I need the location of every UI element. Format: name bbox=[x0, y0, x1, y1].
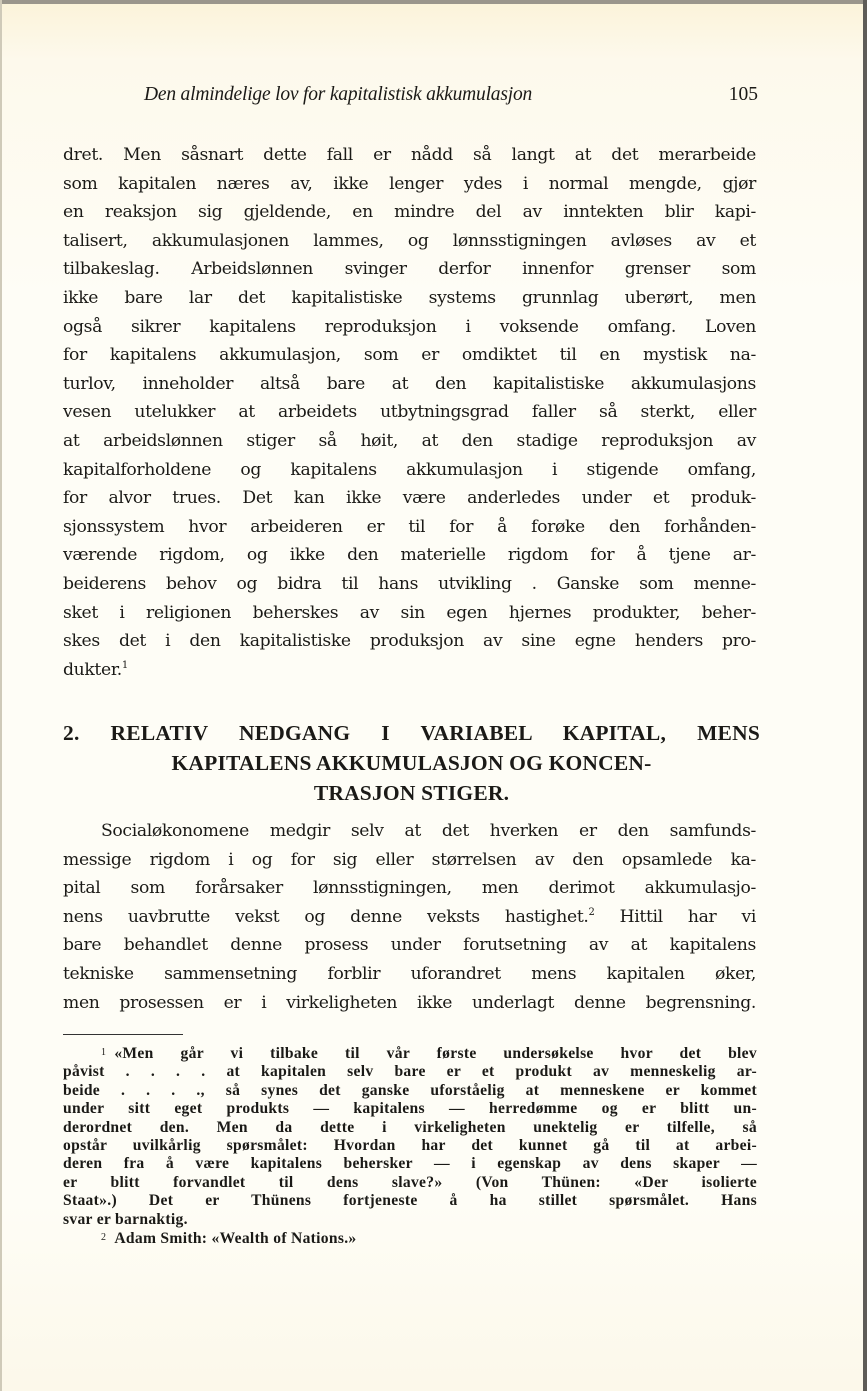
text-line: tekniske sammensetning forblir uforandret mens kapitalen øker, bbox=[63, 963, 756, 984]
heading-line-3: TRASJON STIGER. bbox=[313, 781, 510, 805]
footnote-1-line: Staat».) Det er Thünens fortjeneste å ha stillet spørsmålet. Hans bbox=[63, 1192, 757, 1210]
page-top-edge bbox=[0, 0, 867, 4]
footnote-ref-2[interactable]: 2 bbox=[588, 906, 595, 918]
text-line: messige rigdom i og for sig eller størrelsen av den opsamlede ka- bbox=[63, 849, 756, 870]
text-line: beiderens behov og bidra til hans utvikling . Ganske som menne- bbox=[63, 573, 756, 594]
heading-line-1: 2. RELATIV NEDGANG I VARIABEL KAPITAL, MENS bbox=[63, 721, 760, 745]
text-line: for kapitalens akkumulasjon, som er omdiktet til en mystisk na- bbox=[63, 345, 756, 366]
section-heading bbox=[63, 718, 760, 808]
text-line: skes det i den kapitalistiske produksjon av sine egne henders pro- bbox=[63, 631, 756, 652]
text-segment: nens uavbrutte vekst og denne veksts hastighet. bbox=[63, 906, 589, 927]
footnote-divider bbox=[63, 1034, 183, 1035]
text-line: turlov, inneholder altså bare at den kapitalistiske akkumulasjons bbox=[63, 373, 756, 394]
text-line: en reaksjon sig gjeldende, en mindre del av inntekten blir kapi- bbox=[63, 202, 756, 223]
text-line-last bbox=[63, 656, 756, 685]
footnote-1-mark: 1 bbox=[101, 1047, 107, 1058]
text-line: bare behandlet denne prosess under forutsetning av at kapitalens bbox=[63, 935, 756, 956]
text-line: Socialøkonomene medgir selv at det hverken er den samfunds- bbox=[101, 821, 756, 841]
text-line: tilbakeslag. Arbeidslønnen svinger derfor innenfor grenser som bbox=[63, 259, 756, 280]
text-line: talisert, akkumulasjonen lammes, og lønnsstigningen avløses av et bbox=[63, 230, 756, 251]
text-line: sjonssystem hvor arbeideren er til for å forøke den forhånden- bbox=[63, 516, 756, 537]
last-line-text: dukter. bbox=[63, 659, 122, 680]
footnote-1-line: derordnet den. Men da dette i virkeligheten unektelig er tilfelle, så bbox=[63, 1118, 757, 1136]
text-segment: Hittil har vi bbox=[594, 906, 756, 927]
footnote-1-line: opstår uvilkårlig spørsmålet: Hvordan har det kunnet gå til at arbei- bbox=[63, 1137, 757, 1155]
page-number: 105 bbox=[728, 84, 758, 105]
footnote-1-line: under sitt eget produkts — kapitalens — herredømme og er blitt un- bbox=[63, 1100, 757, 1118]
text-line: for alvor trues. Det kan ikke være anderledes under et produk- bbox=[63, 488, 756, 509]
page-left-edge bbox=[0, 0, 2, 1391]
text-line bbox=[63, 903, 756, 932]
text-line: ikke bare lar det kapitalistiske systems grunnlag uberørt, men bbox=[63, 287, 756, 308]
footnote-2-mark: 2 bbox=[101, 1232, 107, 1244]
text-line: vesen utelukker at arbeidets utbytningsgrad faller så sterkt, eller bbox=[63, 402, 756, 423]
text-line: også sikrer kapitalens reproduksjon i voksende omfang. Loven bbox=[63, 316, 756, 337]
page-right-edge bbox=[863, 0, 867, 1391]
text-line: sket i religionen beherskes av sin egen hjernes produkter, beher- bbox=[63, 602, 756, 623]
footnote-2-text: Adam Smith: «Wealth of Nations.» bbox=[114, 1230, 357, 1248]
text-line: pital som forårsaker lønnsstigningen, men derimot akkumulasjo- bbox=[63, 878, 756, 899]
footnote-1-line: beide . . . ., så synes det ganske uforståelig at menneskene er kommet bbox=[63, 1081, 757, 1099]
running-title: Den almindelige lov for kapitalistisk akkumulasjon bbox=[144, 84, 533, 105]
footnote-1-line: er blitt forvandlet til dens slave?» (Von Thünen: «Der isolierte bbox=[63, 1173, 757, 1191]
footnote-1-line: deren fra å være kapitalens behersker — i egenskap av dens skaper — bbox=[63, 1155, 757, 1173]
body-paragraph bbox=[63, 141, 756, 684]
text-line: at arbeidslønnen stiger så høit, at den stadige reproduksjon av bbox=[63, 430, 756, 451]
footnote-1-line bbox=[63, 1044, 757, 1063]
running-header bbox=[144, 84, 758, 116]
footnotes bbox=[63, 1044, 757, 1248]
text-line: kapitalforholdene og kapitalens akkumulasjon i stigende omfang, bbox=[63, 459, 756, 480]
text-line: værende rigdom, og ikke den materielle rigdom for å tjene ar- bbox=[63, 545, 756, 566]
text-line: som kapitalen næres av, ikke lenger ydes i normal mengde, gjør bbox=[63, 173, 756, 194]
text-line: dret. Men såsnart dette fall er nådd så langt at det merarbeide bbox=[63, 145, 756, 165]
footnote-1-last-line: svar er barnaktig. bbox=[63, 1210, 188, 1228]
footnote-1-text: «Men går vi tilbake til vår første undersøkelse hvor det blev bbox=[114, 1045, 757, 1062]
footnote-ref-1[interactable]: 1 bbox=[121, 659, 128, 671]
footnote-1-line: påvist . . . . at kapitalen selv bare er et produkt av menneskelig ar- bbox=[63, 1063, 757, 1081]
heading-line-2: KAPITALENS AKKUMULASJON OG KONCEN- bbox=[171, 751, 652, 775]
section-paragraph bbox=[63, 817, 756, 1017]
footnote-2-line bbox=[63, 1229, 757, 1248]
text-line: men prosessen er i virkeligheten ikke underlagt denne begrensning. bbox=[63, 992, 756, 1013]
